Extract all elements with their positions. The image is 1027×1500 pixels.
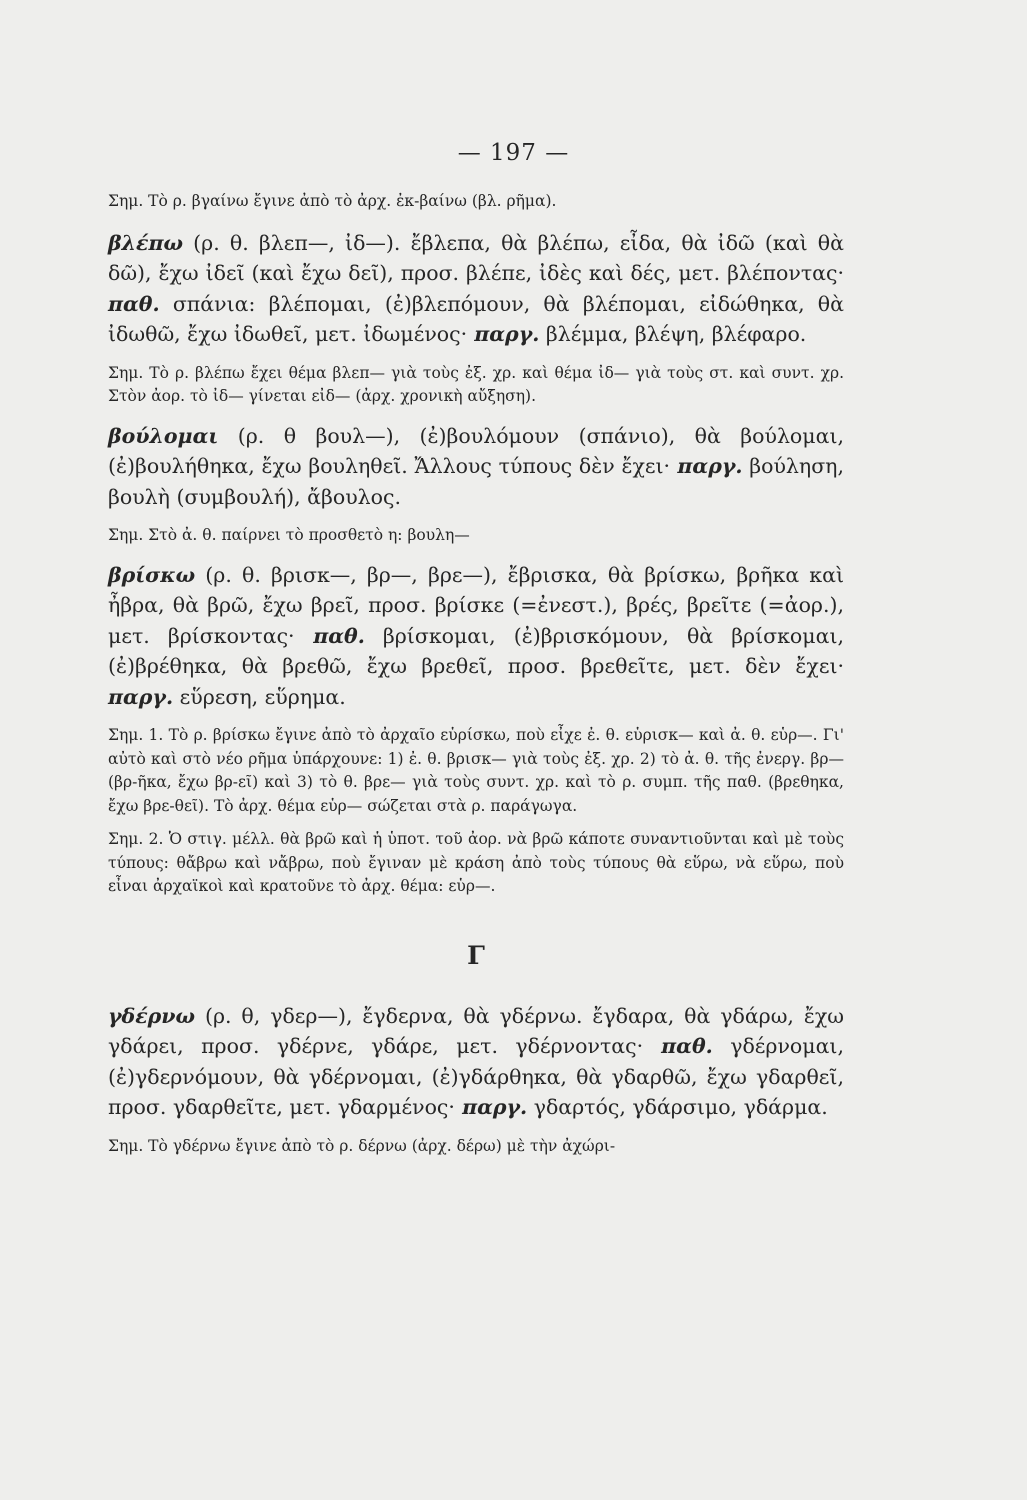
- entry-text: βλέμμα, βλέψη, βλέφαρο.: [539, 322, 807, 346]
- dictionary-entry: [108, 560, 844, 713]
- page-content: [108, 190, 844, 1158]
- page-number: — 197 —: [457, 140, 570, 166]
- entry-headword: βρίσκω: [108, 562, 196, 587]
- entry-keyword: παθ.: [108, 291, 160, 316]
- note: Σημ. Τὸ ρ. βγαίνω ἔγινε ἀπὸ τὸ ἀρχ. ἐκ-βαίνω (βλ. ρῆμα).: [108, 192, 557, 210]
- entry-text: (ρ. θ. βλεπ—, ἰδ—). ἔβλεπα, θὰ βλέπω, εἶδα, θὰ ἰδῶ (καὶ θὰ δῶ), ἔχω ἰδεῖ (καὶ ἔχω δεῖ), προσ. βλέπε, ἰδὲς καὶ δές, μετ. βλέποντας·: [108, 230, 844, 285]
- dictionary-entry: [108, 1001, 844, 1123]
- note: Σημ. 2. Ὁ στιγ. μέλλ. θὰ βρῶ καὶ ἡ ὑποτ. τοῦ ἀορ. νὰ βρῶ κάποτε συναντιοῦνται καὶ μὲ τοὺς τύπους: θἄβρω καὶ νἄβρω, ποὺ ἔγιναν μὲ κράση ἀπὸ τοὺς τύπους θὰ εὕρω, νὰ εὕρω, ποὺ εἶναι ἀρχαϊκοὶ καὶ κρατοῦνε τὸ ἀρχ. θέμα: εὑρ—.: [108, 830, 844, 895]
- entry-keyword: παργ.: [454, 1095, 528, 1119]
- entry-headword: βλέπω: [108, 230, 183, 255]
- note: Σημ. Τὸ ρ. βλέπω ἔχει θέμα βλεπ— γιὰ τοὺς ἐξ. χρ. καὶ θέμα ἰδ— γιὰ τοὺς στ. καὶ συντ. χρ. Στὸν ἀορ. τὸ ἰδ— γίνεται εἰδ— (ἀρχ. χρονικὴ αὔξηση).: [108, 363, 844, 405]
- entry-text: γδαρτός, γδάρσιμο, γδάρμα.: [527, 1095, 828, 1119]
- entry-text: γδέρνομαι, (ἐ)γδερνόμουν, θὰ γδέρνομαι, (ἐ)γδάρθηκα, θὰ γδαρθῶ, ἔχω γδαρθεῖ, προσ. γδαρθεῖτε, μετ. γδαρμένος·: [108, 1034, 844, 1119]
- entry-text: (ρ. θ. βρισκ—, βρ—, βρε—), ἔβρισκα, θὰ βρίσκω, βρῆκα καὶ ἦβρα, θὰ βρῶ, ἔχω βρεῖ, προσ. βρίσκε (=ἐνεστ.), βρές, βρεῖτε (=ἀορ.), μετ. βρίσκοντας·: [108, 562, 844, 648]
- entry-headword: βούλομαι: [108, 423, 219, 448]
- entry-text: (ρ. θ, γδερ—), ἔγδερνα, θὰ γδέρνω. ἔγδαρα, θὰ γδάρω, ἔχω γδάρει, προσ. γδέρνε, γδάρε, μετ. γδέρνοντας·: [108, 1003, 844, 1058]
- note: Σημ. 1. Τὸ ρ. βρίσκω ἔγινε ἀπὸ τὸ ἀρχαῖο εὑρίσκω, ποὺ εἶχε ἐ. θ. εὑρισκ— καὶ ἀ. θ. εὑρ—. Γι' αὐτὸ καὶ στὸ νέο ρῆμα ὑπάρχουνε: 1) ἐ. θ. βρισκ— γιὰ τοὺς ἐξ. χρ. 2) τὸ ἀ. θ. τῆς ἐνεργ. βρ— (βρ-ῆκα, ἔχω βρ-εῖ) καὶ 3) τὸ θ. βρε— γιὰ τοὺς συντ. χρ. καὶ τὸ ρ. συμπ. τῆς παθ. (βρεθηκα, ἔχω βρε-θεῖ). Τὸ ἀρχ. θέμα εὑρ— σώζεται στὰ ρ. παράγωγα.: [108, 726, 844, 815]
- entry-text: εὕρεση, εὕρημα.: [173, 684, 346, 709]
- entry-keyword: παργ.: [670, 454, 743, 478]
- entry-keyword: παργ.: [108, 684, 174, 709]
- note: Σημ. Τὸ γδέρνω ἔγινε ἀπὸ τὸ ρ. δέρνω (ἀρχ. δέρω) μὲ τὴν ἀχώρι-: [108, 1136, 616, 1155]
- entry-text: βούληση, βουλὴ (συμβουλή), ἄβουλος.: [108, 454, 844, 509]
- dictionary-entry: [108, 228, 844, 350]
- note: Σημ. Στὸ ἀ. θ. παίρνει τὸ προσθετὸ η: βουλη—: [108, 526, 470, 544]
- entry-headword: γδέρνω: [108, 1003, 196, 1028]
- entry-keyword: παθ.: [643, 1034, 713, 1058]
- section-letter: Γ: [467, 940, 485, 970]
- entry-keyword: παθ.: [294, 623, 365, 648]
- entry-text: σπάνια: βλέπομαι, (ἐ)βλεπόμουν, θὰ βλέπομαι, εἰδώθηκα, θὰ ἰδωθῶ, ἔχω ἰδωθεῖ, μετ. ἰδωμένος·: [108, 291, 844, 346]
- entry-text: βρίσκομαι, (ἐ)βρισκόμουν, θὰ βρίσκομαι, (ἐ)βρέθηκα, θὰ βρεθῶ, ἔχω βρεθεῖ, προσ. βρεθεῖτε, μετ. δὲν ἔχει·: [108, 623, 844, 678]
- entry-text: (ρ. θ βουλ—), (ἐ)βουλόμουν (σπάνιο), θὰ βούλομαι, (ἐ)βουλήθηκα, ἔχω βουληθεῖ. Ἄλλους τύπους δὲν ἔχει·: [108, 423, 844, 478]
- dictionary-entry: [108, 421, 844, 513]
- entry-keyword: παργ.: [467, 322, 540, 346]
